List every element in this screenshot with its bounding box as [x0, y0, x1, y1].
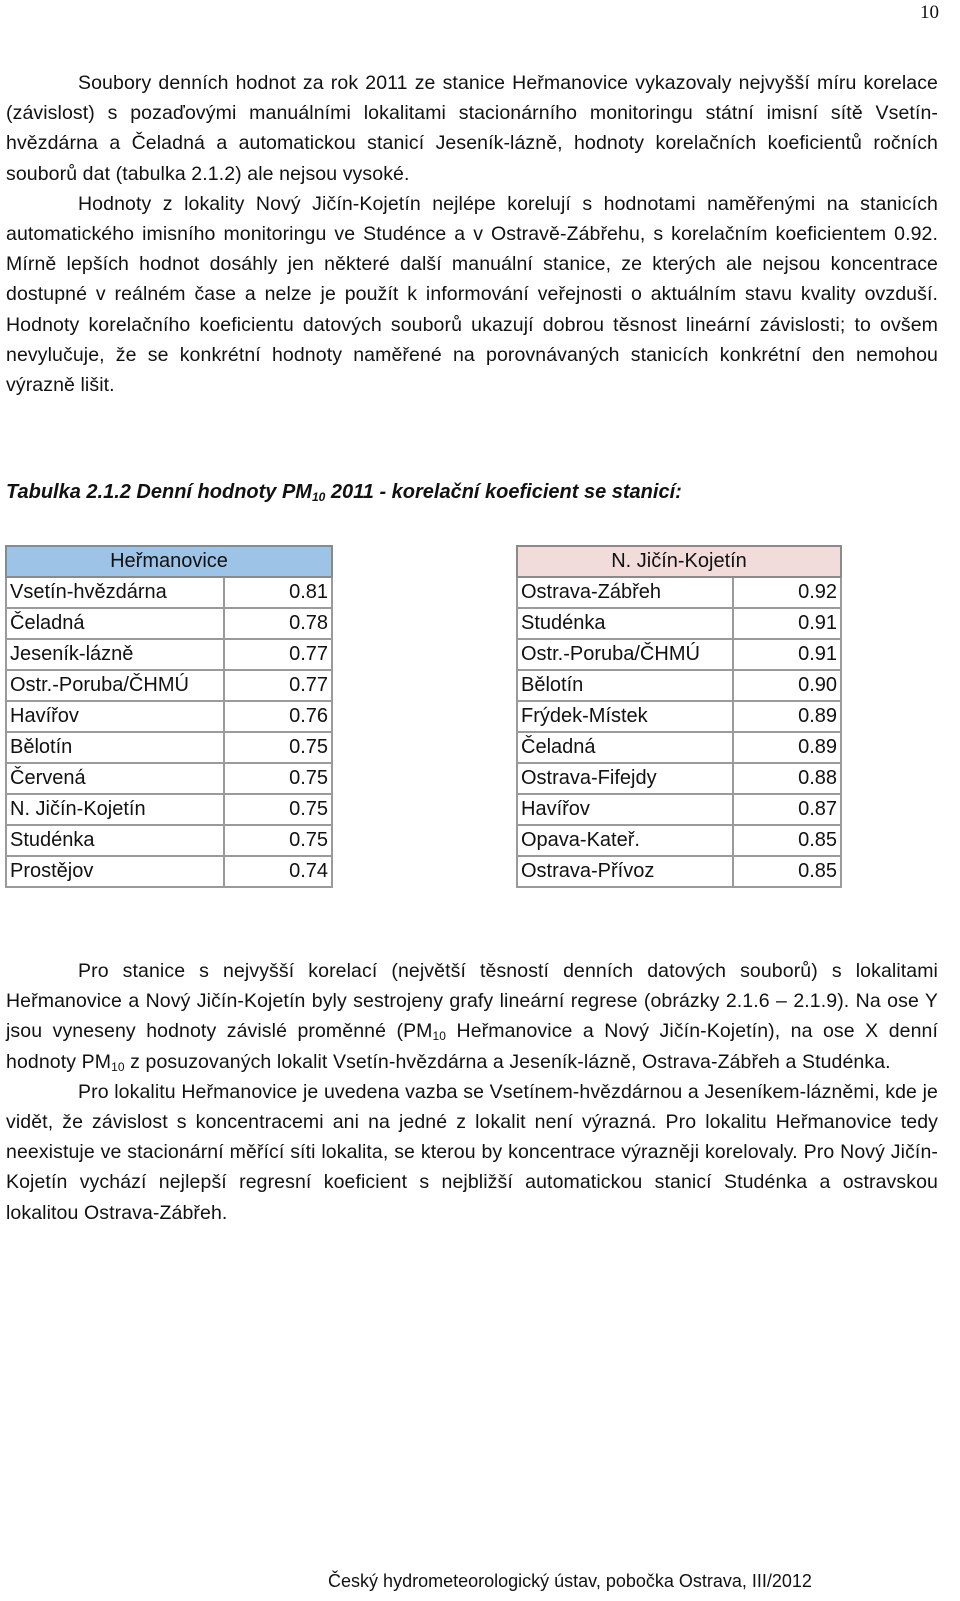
correlation-value: 0.78 — [224, 608, 332, 639]
table-row — [6, 701, 332, 732]
station-name: Ostr.-Poruba/ČHMÚ — [6, 670, 224, 701]
station-name: Červená — [6, 763, 224, 794]
station-name: Opava-Kateř. — [517, 825, 733, 856]
table-row — [517, 577, 841, 608]
station-name: Ostrava-Zábřeh — [517, 577, 733, 608]
table-row — [6, 639, 332, 670]
station-name: Prostějov — [6, 856, 224, 887]
outro-paragraph-1 — [6, 956, 938, 1077]
station-name: Havířov — [517, 794, 733, 825]
correlation-value: 0.74 — [224, 856, 332, 887]
station-name: Čeladná — [6, 608, 224, 639]
outro-text — [6, 956, 938, 1228]
correlation-value: 0.89 — [733, 701, 841, 732]
correlation-value: 0.89 — [733, 732, 841, 763]
correlation-value: 0.90 — [733, 670, 841, 701]
station-name: Studénka — [517, 608, 733, 639]
correlation-value: 0.92 — [733, 577, 841, 608]
table-caption-subscript: 10 — [311, 490, 326, 504]
station-name: Havířov — [6, 701, 224, 732]
pm-subscript: 10 — [111, 1059, 125, 1074]
correlation-value: 0.88 — [733, 763, 841, 794]
table-caption — [6, 481, 682, 504]
table-caption-suffix: 2011 - korelační koeficient se stanicí: — [325, 481, 682, 503]
station-name: Ostr.-Poruba/ČHMÚ — [517, 639, 733, 670]
correlation-value: 0.76 — [224, 701, 332, 732]
station-name: Čeladná — [517, 732, 733, 763]
intro-paragraph-1: Soubory denních hodnot za rok 2011 ze stanice Heřmanovice vykazovaly nejvyšší míru korelace (závislost) s pozaďovými manuálními lokalitami stacionárního monitoringu státní imisní sítě Vsetín-hvězdárna a Čeladná a automatickou stanicí Jeseník-lázně, hodnoty korelačních koeficientů ročních souborů dat (tabulka 2.1.2) ale nejsou vysoké. — [6, 72, 938, 185]
table-header-novy-jicin-kojetin: N. Jičín-Kojetín — [517, 546, 841, 577]
correlation-value: 0.75 — [224, 732, 332, 763]
table-row — [6, 856, 332, 887]
outro-p1-part-b: Heřmanovice a Nový Jičín-Kojetín), na ose X denní hodnoty PM — [6, 1020, 938, 1073]
page-number: 10 — [920, 2, 939, 23]
correlation-value: 0.87 — [733, 794, 841, 825]
outro-p1-part-c: z posuzovaných lokalit Vsetín-hvězdárna a Jeseník-lázně, Ostrava-Zábřeh a Studénka. — [124, 1050, 891, 1073]
correlation-value: 0.75 — [224, 763, 332, 794]
table-row — [6, 794, 332, 825]
correlation-value: 0.77 — [224, 639, 332, 670]
table-row — [6, 825, 332, 856]
table-row — [517, 670, 841, 701]
correlation-value: 0.77 — [224, 670, 332, 701]
table-row — [517, 608, 841, 639]
station-name: Vsetín-hvězdárna — [6, 577, 224, 608]
table-row — [6, 670, 332, 701]
station-name: Bělotín — [517, 670, 733, 701]
correlation-value: 0.91 — [733, 639, 841, 670]
table-row — [517, 701, 841, 732]
intro-paragraph-2: Hodnoty z lokality Nový Jičín-Kojetín nejlépe korelují s hodnotami naměřenými na stanicích automatického imisního monitoringu ve Studénce a v Ostravě-Zábřehu, s korelačním koeficientem 0.92. Mírně lepších hodnot dosáhly jen některé další manuální stanice, ze kterých ale nejsou koncentrace dostupné v reálném čase a nelze je použít k informování veřejnosti o aktuálním stavu kvality ovzduší. Hodnoty korelačního koeficientu datových souborů ukazují dobrou těsnost lineární závislosti; to ovšem nevylučuje, že se konkrétní hodnoty naměřené na porovnávaných stanicích konkrétní den nemohou výrazně lišit. — [6, 192, 938, 397]
table-row — [517, 639, 841, 670]
station-name: Bělotín — [6, 732, 224, 763]
pm-subscript: 10 — [432, 1029, 447, 1044]
station-name: Studénka — [6, 825, 224, 856]
correlation-value: 0.75 — [224, 825, 332, 856]
correlation-value: 0.75 — [224, 794, 332, 825]
station-name: Frýdek-Místek — [517, 701, 733, 732]
table-row — [6, 763, 332, 794]
correlation-value: 0.85 — [733, 825, 841, 856]
correlation-value: 0.81 — [224, 577, 332, 608]
station-name: Ostrava-Přívoz — [517, 856, 733, 887]
table-row — [517, 825, 841, 856]
correlation-value: 0.85 — [733, 856, 841, 887]
correlation-table-hermanovice — [5, 545, 333, 888]
table-row — [6, 732, 332, 763]
table-row — [517, 763, 841, 794]
table-row — [517, 856, 841, 887]
station-name: Ostrava-Fifejdy — [517, 763, 733, 794]
table-row — [517, 794, 841, 825]
table-row — [517, 732, 841, 763]
page-footer: Český hydrometeorologický ústav, pobočka Ostrava, III/2012 — [328, 1571, 812, 1591]
table-caption-prefix: Tabulka 2.1.2 Denní hodnoty PM — [6, 481, 312, 503]
outro-paragraph-2: Pro lokalitu Heřmanovice je uvedena vazba se Vsetínem-hvězdárnou a Jeseníkem-lázněmi, kde je vidět, že závislost s koncentracemi ani na jedné z lokalit není výrazná. Pro lokalitu Heřmanovice tedy neexistuje ve stacionární měřící síti lokalita, se kterou by koncentrace výrazněji korelovaly. Pro Nový Jičín-Kojetín vychází nejlepší regresní koeficient s nejbližší automatickou stanicí Studénka a ostravskou lokalitou Ostrava-Zábřeh. — [6, 1080, 938, 1224]
correlation-value: 0.91 — [733, 608, 841, 639]
table-row — [6, 577, 332, 608]
table-header-hermanovice: Heřmanovice — [6, 546, 332, 577]
station-name: N. Jičín-Kojetín — [6, 794, 224, 825]
table-row — [6, 608, 332, 639]
correlation-table-novy-jicin-kojetin — [516, 545, 842, 888]
intro-text — [6, 68, 938, 400]
outro-p1-part-a: Pro stanice s nejvyšší korelací (největší těsností denních datových souborů) s lokalitami Heřmanovice a Nový Jičín-Kojetín byly sestrojeny grafy lineární regrese (obrázky 2.1.6 – 2.1.9). Na ose Y jsou vyneseny hodnoty závislé proměnné (PM — [6, 960, 938, 1043]
station-name: Jeseník-lázně — [6, 639, 224, 670]
